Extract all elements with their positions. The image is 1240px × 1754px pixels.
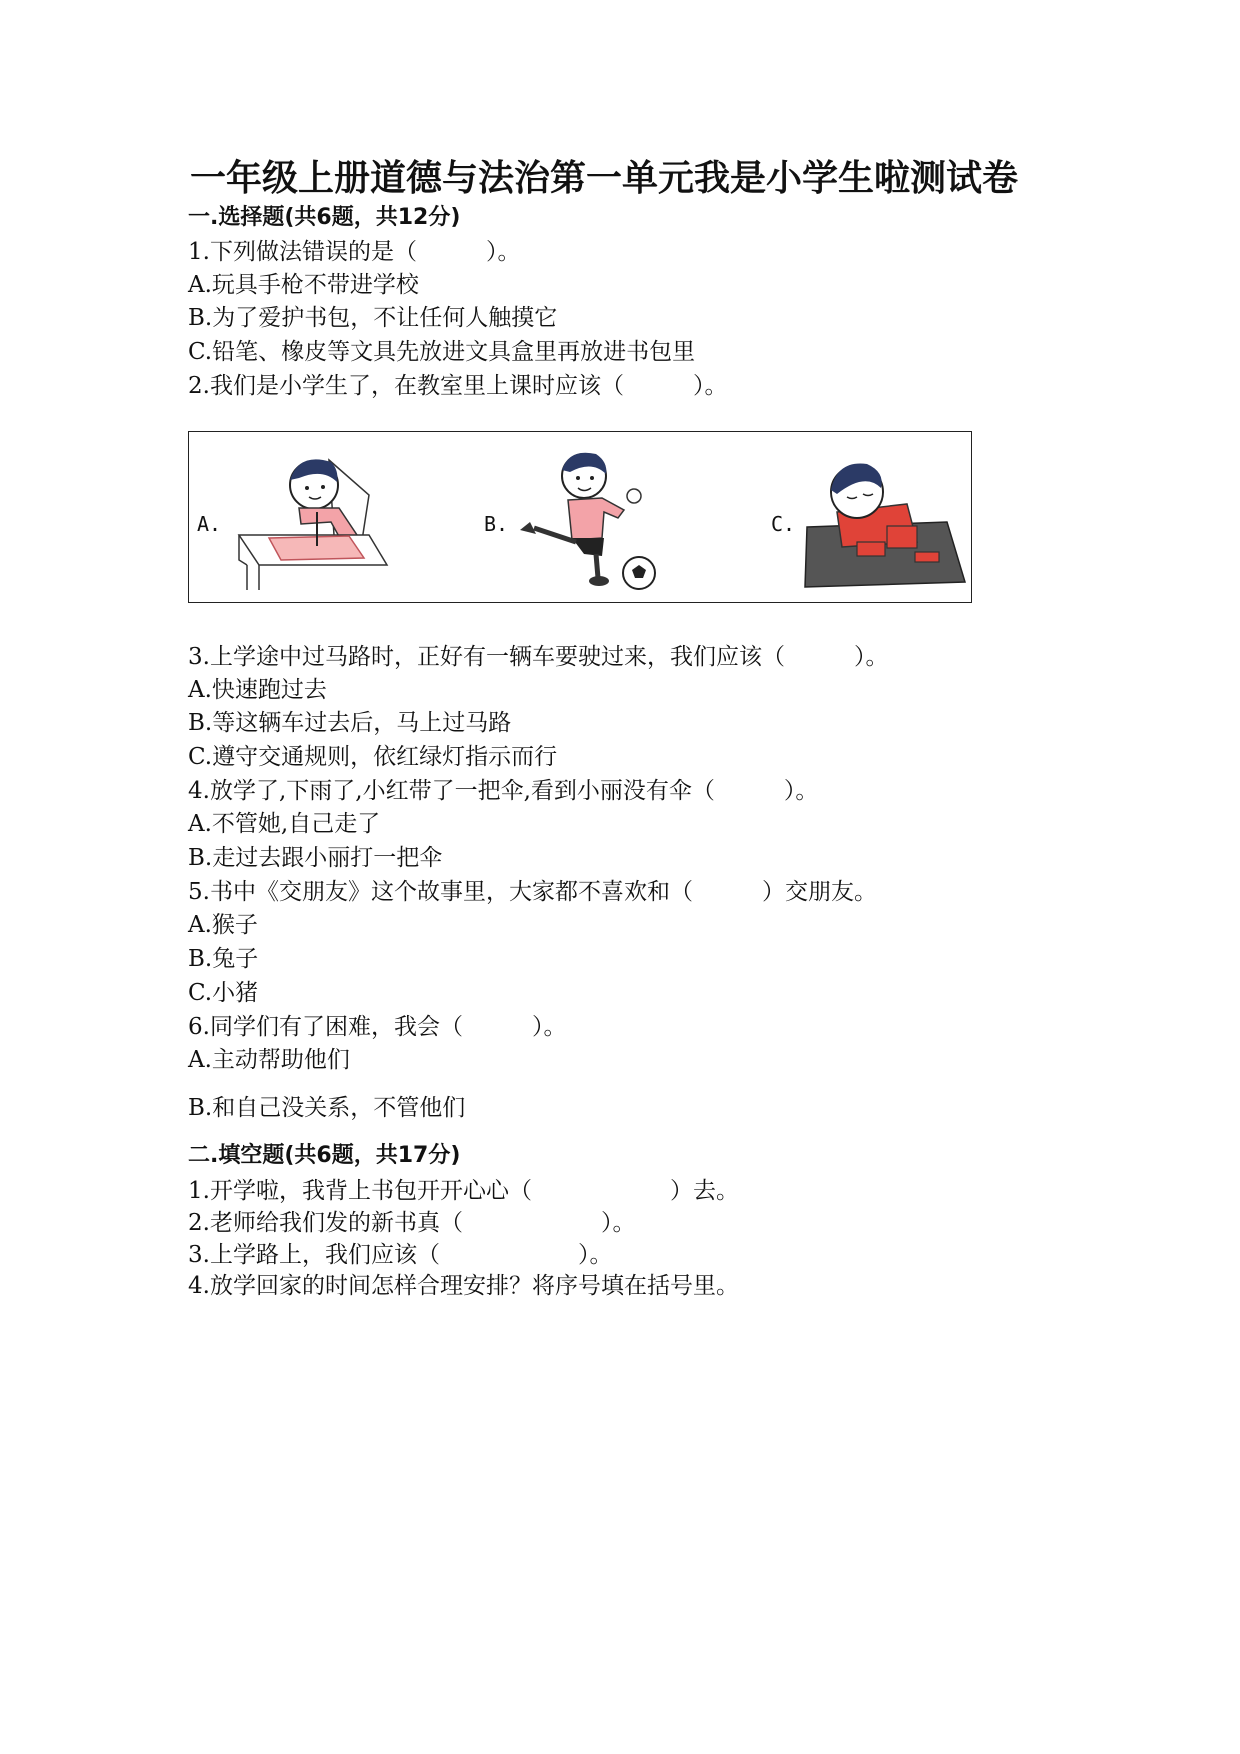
section-1-heading: 一.选择题(共6题，共12分) [188,205,461,230]
question-2-figure [188,431,972,603]
question-4: 4.放学了,下雨了,小红带了一把伞,看到小丽没有伞（ ）。 [188,778,819,804]
figure-label-a: A. [197,512,222,536]
question-6: 6.同学们有了困难，我会（ ）。 [188,1014,567,1040]
section-2-heading: 二.填空题(共6题，共17分) [188,1143,461,1168]
page-title: 一年级上册道德与法治第一单元我是小学生啦测试卷 [190,158,1019,199]
q5-option-a: A.猴子 [188,912,258,938]
q1-option-c: C.铅笔、橡皮等文具先放进文具盒里再放进书包里 [188,339,696,365]
q4-option-b: B.走过去跟小丽打一把伞 [188,845,443,871]
q6-option-a: A.主动帮助他们 [188,1047,350,1073]
fill-question-2: 2.老师给我们发的新书真（ ）。 [188,1210,636,1236]
question-2: 2.我们是小学生了，在教室里上课时应该（ ）。 [188,373,728,399]
fill-question-1: 1.开学啦，我背上书包开开心心（ ）去。 [188,1178,739,1204]
fill-question-4: 4.放学回家的时间怎样合理安排？将序号填在括号里。 [188,1273,739,1299]
fill-question-3: 3.上学路上，我们应该（ ）。 [188,1242,613,1268]
question-1: 1.下列做法错误的是（ ）。 [188,239,521,265]
illustration-boy-sleeping [797,442,967,592]
q3-option-b: B.等这辆车过去后，马上过马路 [188,710,512,736]
q4-option-a: A.不管她,自己走了 [188,811,381,837]
figure-label-c: C. [771,512,796,536]
figure-label-b: B. [484,512,509,536]
q1-option-b: B.为了爱护书包，不让任何人触摸它 [188,305,558,331]
question-5: 5.书中《交朋友》这个故事里，大家都不喜欢和（ ）交朋友。 [188,879,877,905]
q3-option-c: C.遵守交通规则，依红绿灯指示而行 [188,744,558,770]
illustration-boy-writing [219,440,409,595]
illustration-boy-soccer [514,438,664,598]
q3-option-a: A.快速跑过去 [188,677,327,703]
question-3: 3.上学途中过马路时，正好有一辆车要驶过来，我们应该（ ）。 [188,644,889,670]
q6-option-b: B.和自己没关系，不管他们 [188,1095,466,1121]
q1-option-a: A.玩具手枪不带进学校 [188,272,419,298]
q5-option-c: C.小猪 [188,980,259,1006]
q5-option-b: B.兔子 [188,946,259,972]
